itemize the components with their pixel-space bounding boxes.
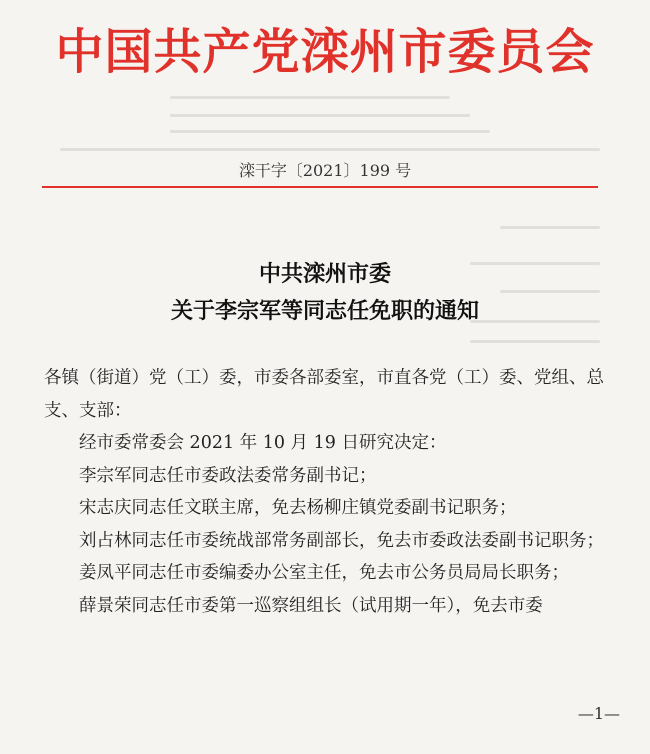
appointment-item: 薛景荣同志任市委第一巡察组组长（试用期一年），免去市委: [79, 595, 543, 616]
bleed-through-line: [470, 340, 600, 343]
decision-intro: 经市委常委会 2021 年 10 月 19 日研究决定：: [79, 433, 447, 453]
bleed-through-line: [170, 96, 450, 99]
notice-body: [44, 362, 606, 622]
bleed-through-line: [60, 148, 600, 151]
org-masthead: 中国共产党滦州市委员会: [55, 24, 595, 80]
notice-title-line1: 中共滦州市委: [258, 261, 391, 287]
appointment-item: 姜凤平同志任市委编委办公室主任，免去市公务员局局长职务；: [79, 563, 569, 583]
bleed-through-line: [500, 226, 600, 229]
appointment-item: 李宗军同志任市委政法委常务副书记；: [79, 465, 377, 486]
salutation-paragraph: 各镇（街道）党（工）委，市委各部委室，市直各党（工）委、党组、总支、支部：: [44, 368, 604, 421]
bleed-through-line: [170, 130, 490, 133]
page-number: —1—: [577, 704, 620, 723]
appointment-item: 刘占林同志任市委统战部常务副部长，免去市委政法委副书记职务；: [79, 530, 604, 551]
appointment-item: 宋志庆同志任文联主席，免去杨柳庄镇党委副书记职务；: [79, 498, 517, 518]
bleed-through-line: [170, 114, 470, 117]
red-divider-line: [42, 186, 598, 188]
notice-title-line2: 关于李宗军等同志任免职的通知: [170, 298, 479, 324]
bleed-through-line: [500, 290, 600, 293]
document-number: 滦干字〔2021〕199 号: [238, 161, 412, 180]
